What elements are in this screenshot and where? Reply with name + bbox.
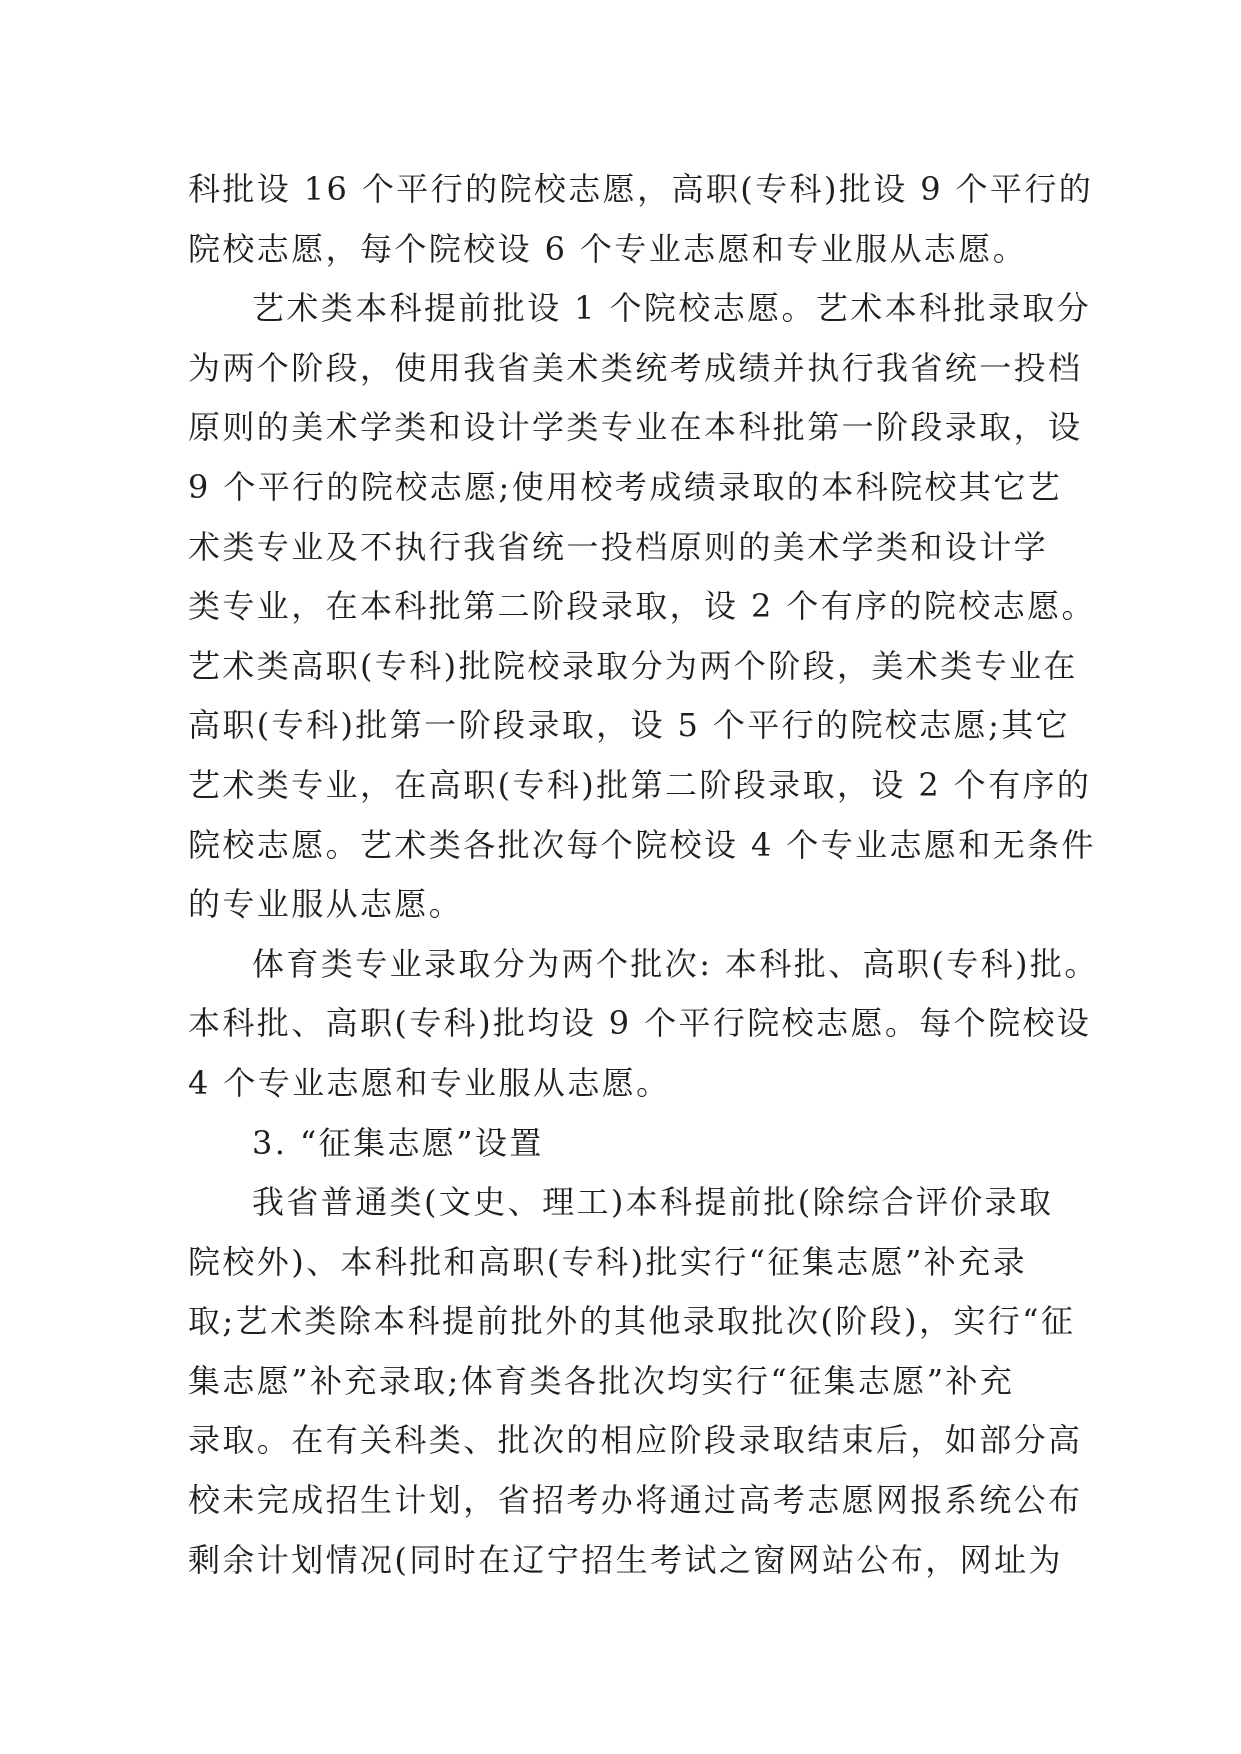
- text-line: 剩余计划情况(同时在辽宁招生考试之窗网站公布，网址为: [188, 1540, 1063, 1579]
- text-line: 类专业，在本科批第二阶段录取，设 2 个有序的院校志愿。: [188, 587, 1096, 626]
- text-line: 为两个阶段，使用我省美术类统考成绩并执行我省统一投档: [188, 348, 1083, 387]
- text-line: 艺术类专业，在高职(专科)批第二阶段录取，设 2 个有序的: [188, 765, 1092, 804]
- document-body: [188, 160, 1099, 1590]
- text-line: 院校志愿，每个院校设 6 个专业志愿和专业服从志愿。: [188, 229, 1028, 268]
- text-line: 录取。在有关科类、批次的相应阶段录取结束后，如部分高: [188, 1421, 1083, 1460]
- text-line: 高职(专科)批第一阶段录取，设 5 个平行的院校志愿;其它: [188, 706, 1071, 745]
- text-line: 原则的美术学类和设计学类专业在本科批第一阶段录取，设: [188, 408, 1083, 447]
- text-line: 9 个平行的院校志愿;使用校考成绩录取的本科院校其它艺: [188, 467, 1063, 506]
- text-line: 校未完成招生计划，省招考办将通过高考志愿网报系统公布: [188, 1481, 1083, 1520]
- paragraph-first-line: 我省普通类(文史、理工)本科提前批(除综合评价录取: [252, 1183, 1054, 1222]
- section-heading: 3. “征集志愿”设置: [252, 1123, 544, 1162]
- text-line: 的专业服从志愿。: [188, 885, 464, 924]
- paragraph-first-line: 体育类专业录取分为两个批次: 本科批、高职(专科)批。: [252, 944, 1099, 983]
- text-line: 取;艺术类除本科提前批外的其他录取批次(阶段)，实行“征: [188, 1302, 1076, 1341]
- text-line: 院校志愿。艺术类各批次每个院校设 4 个专业志愿和无条件: [188, 825, 1096, 864]
- text-line: 4 个专业志愿和专业服从志愿。: [188, 1063, 671, 1102]
- text-line: 院校外)、本科批和高职(专科)批实行“征集志愿”补充录: [188, 1242, 1027, 1281]
- paragraph-first-line: 艺术类本科提前批设 1 个院校志愿。艺术本科批录取分: [252, 289, 1092, 328]
- text-line: 艺术类高职(专科)批院校录取分为两个阶段，美术类专业在: [188, 646, 1078, 685]
- text-line: 科批设 16 个平行的院校志愿，高职(专科)批设 9 个平行的: [188, 170, 1094, 208]
- text-line: 术类专业及不执行我省统一投档原则的美术学类和设计学: [188, 527, 1049, 566]
- text-line: 本科批、高职(专科)批均设 9 个平行院校志愿。每个院校设: [188, 1004, 1092, 1043]
- text-line: 集志愿”补充录取;体育类各批次均实行“征集志愿”补充: [188, 1361, 1015, 1400]
